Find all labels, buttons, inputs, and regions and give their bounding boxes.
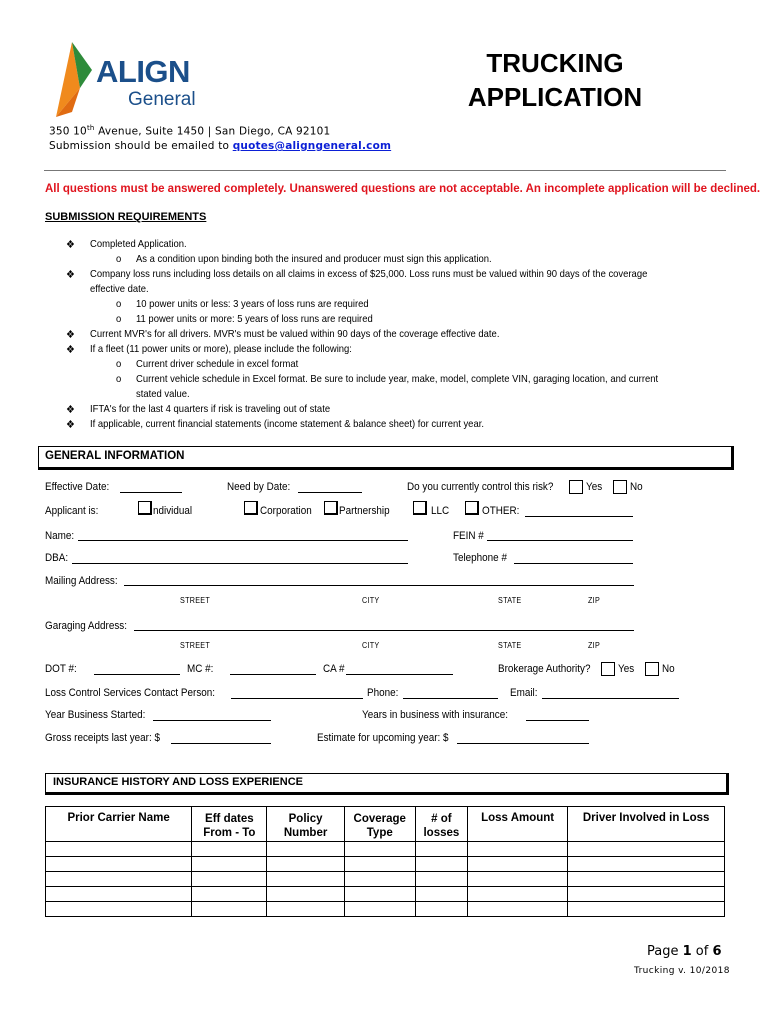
submission-line: Submission should be emailed to quotes@aligngeneral.com [49,140,392,152]
req-item: If a fleet (11 power units or more), please include the following: [90,343,352,355]
state-caption: STATE [498,641,522,650]
column-header: Loss Amount [467,807,567,842]
estimate-label: Estimate for upcoming year: $ [317,732,449,744]
req-item-cont: effective date. [90,283,149,295]
logo-text-align: ALIGN [96,54,190,89]
llc-checkbox[interactable] [413,501,427,515]
name-field[interactable] [78,540,408,541]
dot-label: DOT #: [45,663,77,675]
control-no-checkbox[interactable] [613,480,627,494]
logo-text-general: General [128,89,196,110]
fein-field[interactable] [487,540,633,541]
street-caption: STREET [180,596,211,605]
other-label: OTHER: [482,505,520,517]
general-info-header: GENERAL INFORMATION [38,446,734,470]
sub-bullet-icon: o [116,373,122,385]
page-number: Page 1 of 6 [647,944,722,959]
mc-field[interactable] [230,674,316,675]
bullet-icon: ❖ [66,344,75,356]
need-by-date-label: Need by Date: [227,481,291,493]
state-caption: STATE [498,596,522,605]
column-header: Prior Carrier Name [46,807,192,842]
column-header: Eff dates From - To [192,807,267,842]
req-subitem: Current driver schedule in excel format [136,358,299,370]
gross-receipts-label: Gross receipts last year: $ [45,732,161,744]
mc-label: MC #: [187,663,214,675]
company-logo [50,42,210,117]
mailing-address-label: Mailing Address: [45,575,118,587]
brokerage-no-label: No [662,663,675,675]
estimate-field[interactable] [457,743,589,744]
bullet-icon: ❖ [66,329,75,341]
control-yes-label: Yes [586,481,603,493]
company-address: 350 10th Avenue, Suite 1450 | San Diego, CA 92101 [49,124,331,138]
garaging-address-label: Garaging Address: [45,620,128,632]
telephone-label: Telephone # [453,552,507,564]
bullet-icon: ❖ [66,419,75,431]
control-yes-checkbox[interactable] [569,480,583,494]
zip-caption: ZIP [588,596,601,605]
llc-label: LLC [431,505,450,517]
table-row[interactable] [46,872,725,887]
garaging-address-field[interactable] [134,630,634,631]
individual-checkbox[interactable] [138,501,152,515]
brokerage-no-checkbox[interactable] [645,662,659,676]
page-title [440,46,670,114]
notice-text: All questions must be answered completely. Unanswered questions are not acceptable. An incomplete application will be declined. [45,183,761,195]
corporation-checkbox[interactable] [244,501,258,515]
need-by-date-field[interactable] [298,492,362,493]
years-insurance-field[interactable] [526,720,589,721]
form-version: Trucking v. 10/2018 [634,966,730,976]
dba-label: DBA: [45,552,69,564]
requirements-heading: SUBMISSION REQUIREMENTS [45,211,207,223]
phone-field[interactable] [403,698,498,699]
street-caption: STREET [180,641,211,650]
mailing-address-field[interactable] [124,585,634,586]
brokerage-yes-checkbox[interactable] [601,662,615,676]
year-started-field[interactable] [153,720,271,721]
req-item: If applicable, current financial statements (income statement & balance sheet) for current year. [90,418,484,430]
req-subitem: As a condition upon binding both the insured and producer must sign this application. [136,253,492,265]
bullet-icon: ❖ [66,269,75,281]
title-line-1: TRUCKING [486,48,624,78]
sub-bullet-icon: o [116,358,122,370]
fein-label: FEIN # [453,530,484,542]
req-item: Company loss runs including loss details on all claims in excess of $25,000. Loss runs must be valued within 90 days of the coverage [90,268,648,280]
req-subitem: 11 power units or more: 5 years of loss runs are required [136,313,373,325]
individual-label: ndividual [153,505,193,517]
req-item: Completed Application. [90,238,187,250]
name-label: Name: [45,530,75,542]
sub-bullet-icon: o [116,253,122,265]
column-header: Coverage Type [344,807,415,842]
dot-field[interactable] [94,674,180,675]
req-item: Current MVR's for all drivers. MVR's must be valued within 90 days of the coverage effective date. [90,328,500,340]
loss-history-table [45,806,725,917]
loss-control-field[interactable] [231,698,363,699]
applicant-is-label: Applicant is: [45,505,99,517]
submission-email-link[interactable]: quotes@aligngeneral.com [232,140,392,152]
other-field[interactable] [525,516,633,517]
email-field[interactable] [542,698,679,699]
partnership-checkbox[interactable] [324,501,338,515]
sub-bullet-icon: o [116,313,122,325]
insurance-history-header: INSURANCE HISTORY AND LOSS EXPERIENCE [45,773,729,795]
email-label: Email: [510,687,538,699]
zip-caption: ZIP [588,641,601,650]
effective-date-field[interactable] [120,492,182,493]
brokerage-yes-label: Yes [618,663,635,675]
bullet-icon: ❖ [66,239,75,251]
control-no-label: No [630,481,643,493]
effective-date-label: Effective Date: [45,481,110,493]
gross-receipts-field[interactable] [171,743,271,744]
telephone-field[interactable] [514,563,633,564]
corporation-label: Corporation [260,505,312,517]
loss-control-label: Loss Control Services Contact Person: [45,687,216,699]
brokerage-label: Brokerage Authority? [498,663,591,675]
table-header-row [46,807,725,842]
column-header: Driver Involved in Loss [568,807,725,842]
control-risk-label: Do you currently control this risk? [407,481,554,493]
table-row[interactable] [46,842,725,857]
req-item: IFTA's for the last 4 quarters if risk is traveling out of state [90,403,331,415]
column-header: # of losses [415,807,467,842]
sub-bullet-icon: o [116,298,122,310]
bullet-icon: ❖ [66,404,75,416]
city-caption: CITY [362,641,380,650]
column-header: Policy Number [267,807,344,842]
year-started-label: Year Business Started: [45,709,146,721]
ca-field[interactable] [346,674,453,675]
req-subitem: 10 power units or less: 3 years of loss runs are required [136,298,369,310]
dba-field[interactable] [72,563,408,564]
partnership-label: Partnership [339,505,390,517]
header-divider [44,170,726,171]
table-row[interactable] [46,857,725,872]
years-insurance-label: Years in business with insurance: [362,709,509,721]
ca-label: CA # [323,663,345,675]
city-caption: CITY [362,596,380,605]
req-subitem-cont: stated value. [136,388,190,400]
req-subitem: Current vehicle schedule in Excel format. Be sure to include year, make, model, complete VIN, garaging location, and current [136,373,659,385]
title-line-2: APPLICATION [467,82,643,112]
other-checkbox[interactable] [465,501,479,515]
phone-label: Phone: [367,687,399,699]
table-row[interactable] [46,902,725,917]
table-row[interactable] [46,887,725,902]
